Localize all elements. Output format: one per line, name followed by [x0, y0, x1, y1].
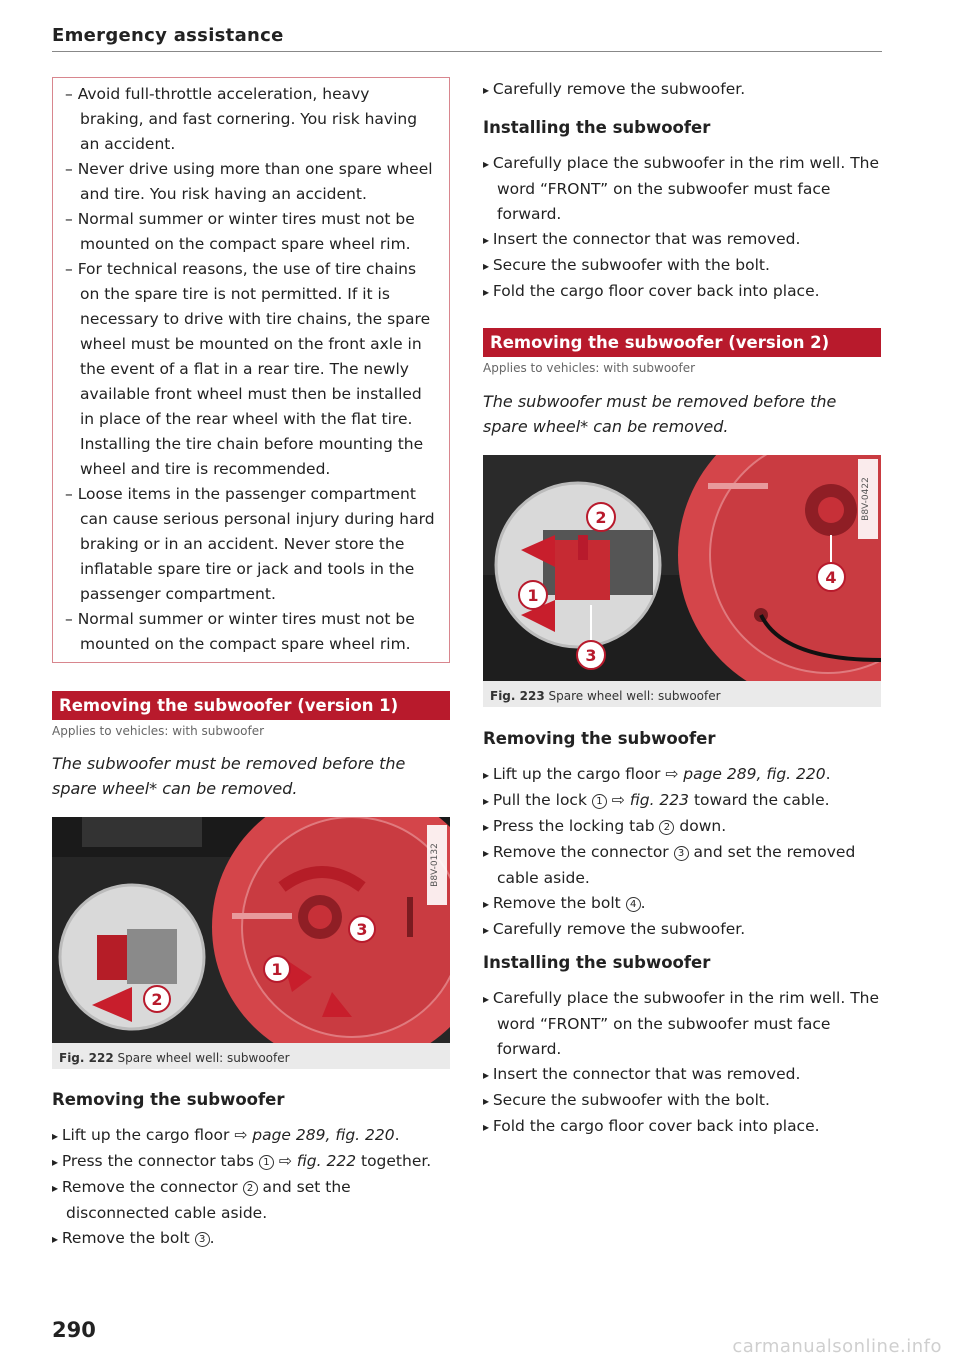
callout-3: 3	[356, 920, 368, 939]
removing-heading-v1: Removing the subwoofer	[52, 1090, 285, 1109]
page-reference-link[interactable]: ⇨ page 289, fig. 220	[234, 1126, 395, 1144]
step: ▸ Carefully remove the subwoofer.	[483, 917, 881, 943]
figure-code-v1: B8V-0132	[430, 843, 440, 887]
step: ▸ Carefully place the subwoofer in the rim well. The word “FRONT” on the subwoofer must face forward.	[483, 151, 881, 227]
watermark: carmanualsonline.info	[732, 1336, 942, 1357]
callout-2: 2	[151, 990, 163, 1009]
callout-1: 1	[527, 586, 539, 605]
figure-label: Fig. 223	[490, 689, 545, 703]
step: ▸ Secure the subwoofer with the bolt.	[483, 253, 881, 279]
removing-steps-v1-continued	[483, 77, 881, 103]
step: ▸ Pull the lock 1 ⇨ fig. 223 toward the cable.	[483, 788, 881, 814]
step: ▸ Fold the cargo floor cover back into place.	[483, 279, 881, 305]
step: ▸ Lift up the cargo floor ⇨ page 289, fig. 220.	[483, 762, 881, 788]
header-divider	[52, 51, 882, 52]
step: ▸ Remove the connector 2 and set the disconnected cable aside.	[52, 1175, 450, 1226]
warning-item: – Never drive using more than one spare wheel and tire. You risk having an accident.	[65, 157, 435, 207]
subwoofer-illustration-v1	[52, 817, 450, 1043]
warning-list	[65, 82, 435, 657]
installing-steps-v2	[483, 986, 881, 1140]
warning-item: – Loose items in the passenger compartment can cause serious personal injury during hard braking or in an accident. Never store the inflatable spare tire or jack and tools in the passenger compartment.	[65, 482, 435, 607]
step: ▸ Insert the connector that was removed.	[483, 227, 881, 253]
callout-ref: 1	[592, 794, 607, 809]
figure-code-v2: B8V-0422	[861, 477, 871, 521]
intro-v1: The subwoofer must be removed before the spare wheel* can be removed.	[52, 754, 406, 798]
figure-caption-v2	[483, 681, 881, 707]
figure-223	[483, 455, 881, 707]
callout-ref: 1	[259, 1155, 274, 1170]
callout-ref: 2	[243, 1181, 258, 1196]
figure-caption-v1	[52, 1043, 450, 1069]
callout-2: 2	[595, 508, 607, 527]
section-title-v1: Removing the subwoofer (version 1)	[52, 691, 450, 720]
step: ▸ Press the locking tab 2 down.	[483, 814, 881, 840]
installing-steps-v1	[483, 151, 881, 305]
page-number: 290	[52, 1318, 96, 1342]
figure-caption-text: Spare wheel well: subwoofer	[117, 1051, 290, 1065]
figure-222	[52, 817, 450, 1069]
subwoofer-illustration-v2	[483, 455, 881, 681]
callout-4: 4	[825, 568, 837, 587]
removing-steps-v1	[52, 1123, 450, 1252]
step: ▸ Insert the connector that was removed.	[483, 1062, 881, 1088]
intro-v2: The subwoofer must be removed before the spare wheel* can be removed.	[483, 392, 837, 436]
figure-label: Fig. 222	[59, 1051, 114, 1065]
warning-item: – Normal summer or winter tires must not be mounted on the compact spare wheel rim.	[65, 207, 435, 257]
callout-1: 1	[271, 960, 283, 979]
callout-ref: 3	[674, 846, 689, 861]
step: ▸ Lift up the cargo floor ⇨ page 289, fig. 220.	[52, 1123, 450, 1149]
step: ▸ Remove the bolt 3 .	[52, 1226, 450, 1252]
step: ▸ Remove the bolt 4 .	[483, 891, 881, 917]
figure-reference-link[interactable]: ⇨ fig. 223	[606, 791, 690, 809]
page-header-title: Emergency assistance	[52, 25, 284, 46]
step: ▸ Carefully remove the subwoofer.	[483, 77, 881, 103]
figure-reference-link[interactable]: ⇨ fig. 222	[273, 1152, 357, 1170]
step: ▸ Carefully place the subwoofer in the rim well. The word “FRONT” on the subwoofer must face forward.	[483, 986, 881, 1062]
figure-caption-text: Spare wheel well: subwoofer	[548, 689, 721, 703]
applies-note-v2: Applies to vehicles: with subwoofer	[483, 361, 696, 375]
callout-3: 3	[585, 646, 597, 665]
warning-box	[52, 77, 450, 663]
installing-heading-v1: Installing the subwoofer	[483, 118, 711, 137]
applies-note-v1: Applies to vehicles: with subwoofer	[52, 724, 265, 738]
callout-ref: 2	[659, 820, 674, 835]
callout-ref: 4	[626, 897, 641, 912]
installing-heading-v2: Installing the subwoofer	[483, 953, 711, 972]
step: ▸ Fold the cargo floor cover back into place.	[483, 1114, 881, 1140]
page-reference-link[interactable]: ⇨ page 289, fig. 220	[665, 765, 826, 783]
step: ▸ Press the connector tabs 1 ⇨ fig. 222 together.	[52, 1149, 450, 1175]
callout-ref: 3	[195, 1232, 210, 1247]
step: ▸ Remove the connector 3 and set the removed cable aside.	[483, 840, 881, 891]
warning-item: – Avoid full-throttle acceleration, heavy braking, and fast cornering. You risk having an accident.	[65, 82, 435, 157]
removing-heading-v2: Removing the subwoofer	[483, 729, 716, 748]
warning-item: – For technical reasons, the use of tire chains on the spare tire is not permitted. If it is necessary to drive with tire chains, the spare wheel must be mounted on the front axle in the event of a flat in a rear tire. The newly available front wheel must then be installed in place of the rear wheel with the flat tire. Installing the tire chain before mounting the wheel and tire is recommended.	[65, 257, 435, 482]
removing-steps-v2	[483, 762, 881, 943]
step: ▸ Secure the subwoofer with the bolt.	[483, 1088, 881, 1114]
warning-item: – Normal summer or winter tires must not be mounted on the compact spare wheel rim.	[65, 607, 435, 657]
section-title-v2: Removing the subwoofer (version 2)	[483, 328, 881, 357]
